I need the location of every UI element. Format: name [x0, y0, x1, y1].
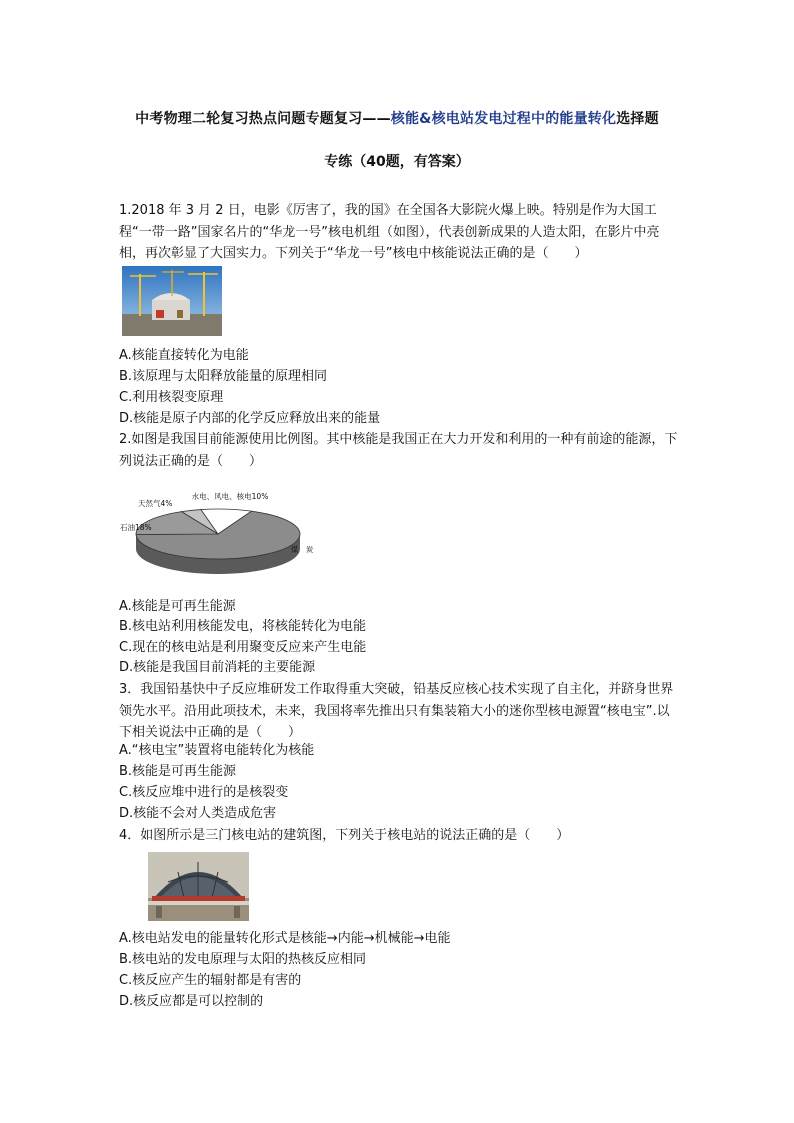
question-1-stem: 1.2018 年 3 月 2 日，电影《厉害了，我的国》在全国各大影院火爆上映。特别是作为大国工程“一带一路”国家名片的“华龙一号”核电机组（如图），代表创新成果的人造太阳，在影片中亮相，再次彰显了大国实力。下列关于“华龙一号”核电中核能说法正确的是（ ） [119, 203, 660, 261]
question-4-option-a: A.核电站发电的能量转化形式是核能→内能→机械能→电能 [119, 931, 451, 946]
pie-label-gas: 天然气4% [138, 499, 173, 508]
sanmen-plant-photo [148, 852, 249, 921]
title-topic: 核能&核电站发电过程中的能量转化 [390, 111, 617, 127]
question-2-option-d: D.核能是我国目前消耗的主要能源 [119, 660, 316, 675]
question-1-option-a: A.核能直接转化为电能 [119, 348, 249, 363]
energy-pie-chart [118, 488, 318, 583]
document-title [0, 108, 794, 128]
question-2-option-c: C.现在的核电站是利用聚变反应来产生电能 [119, 640, 367, 655]
question-3-stem: 3．我国铅基快中子反应堆研发工作取得重大突破，铅基反应核心技术实现了自主化，并跻身世界领先水平。沿用此项技术，未来，我国将率先推出只有集装箱大小的迷你型核电源置“核电宝”.以下相关说法中正确的是（ ） [119, 682, 674, 740]
question-1-option-b: B.该原理与太阳释放能量的原理相同 [119, 369, 328, 384]
question-2-option-b: B.核电站利用核能发电，将核能转化为电能 [119, 619, 367, 634]
question-3-option-a: A.“核电宝”装置将电能转化为核能 [119, 743, 315, 758]
question-3-option-c: C.核反应堆中进行的是核裂变 [119, 785, 289, 800]
pie-label-coal: 煤 炭 [290, 545, 314, 554]
pie-label-oil: 石油18% [120, 523, 152, 532]
question-1-option-c: C.利用核裂变原理 [119, 390, 224, 405]
document-subtitle: 专练（40题，有答案） [324, 154, 470, 170]
question-3-option-d: D.核能不会对人类造成危害 [119, 806, 277, 821]
question-4-option-b: B.核电站的发电原理与太阳的热核反应相同 [119, 952, 367, 967]
question-1-option-d: D.核能是原子内部的化学反应释放出来的能量 [119, 411, 381, 426]
hualong-one-photo [122, 266, 222, 336]
title-prefix: 中考物理二轮复习热点问题专题复习—— [135, 111, 391, 127]
question-2-stem: 2.如图是我国目前能源使用比例图。其中核能是我国正在大力开发和利用的一种有前途的能源，下列说法正确的是（ ） [119, 432, 678, 469]
question-4-stem: 4．如图所示是三门核电站的建筑图，下列关于核电站的说法正确的是（ ） [119, 828, 570, 843]
question-2-option-a: A.核能是可再生能源 [119, 599, 236, 614]
pie-label-hydro-wind-nuclear: 水电、风电、核电10% [191, 492, 269, 501]
question-3-option-b: B.核能是可再生能源 [119, 764, 237, 779]
question-4-option-d: D.核反应都是可以控制的 [119, 994, 264, 1009]
question-4-option-c: C.核反应产生的辐射都是有害的 [119, 973, 302, 988]
title-suffix: 选择题 [616, 111, 659, 127]
